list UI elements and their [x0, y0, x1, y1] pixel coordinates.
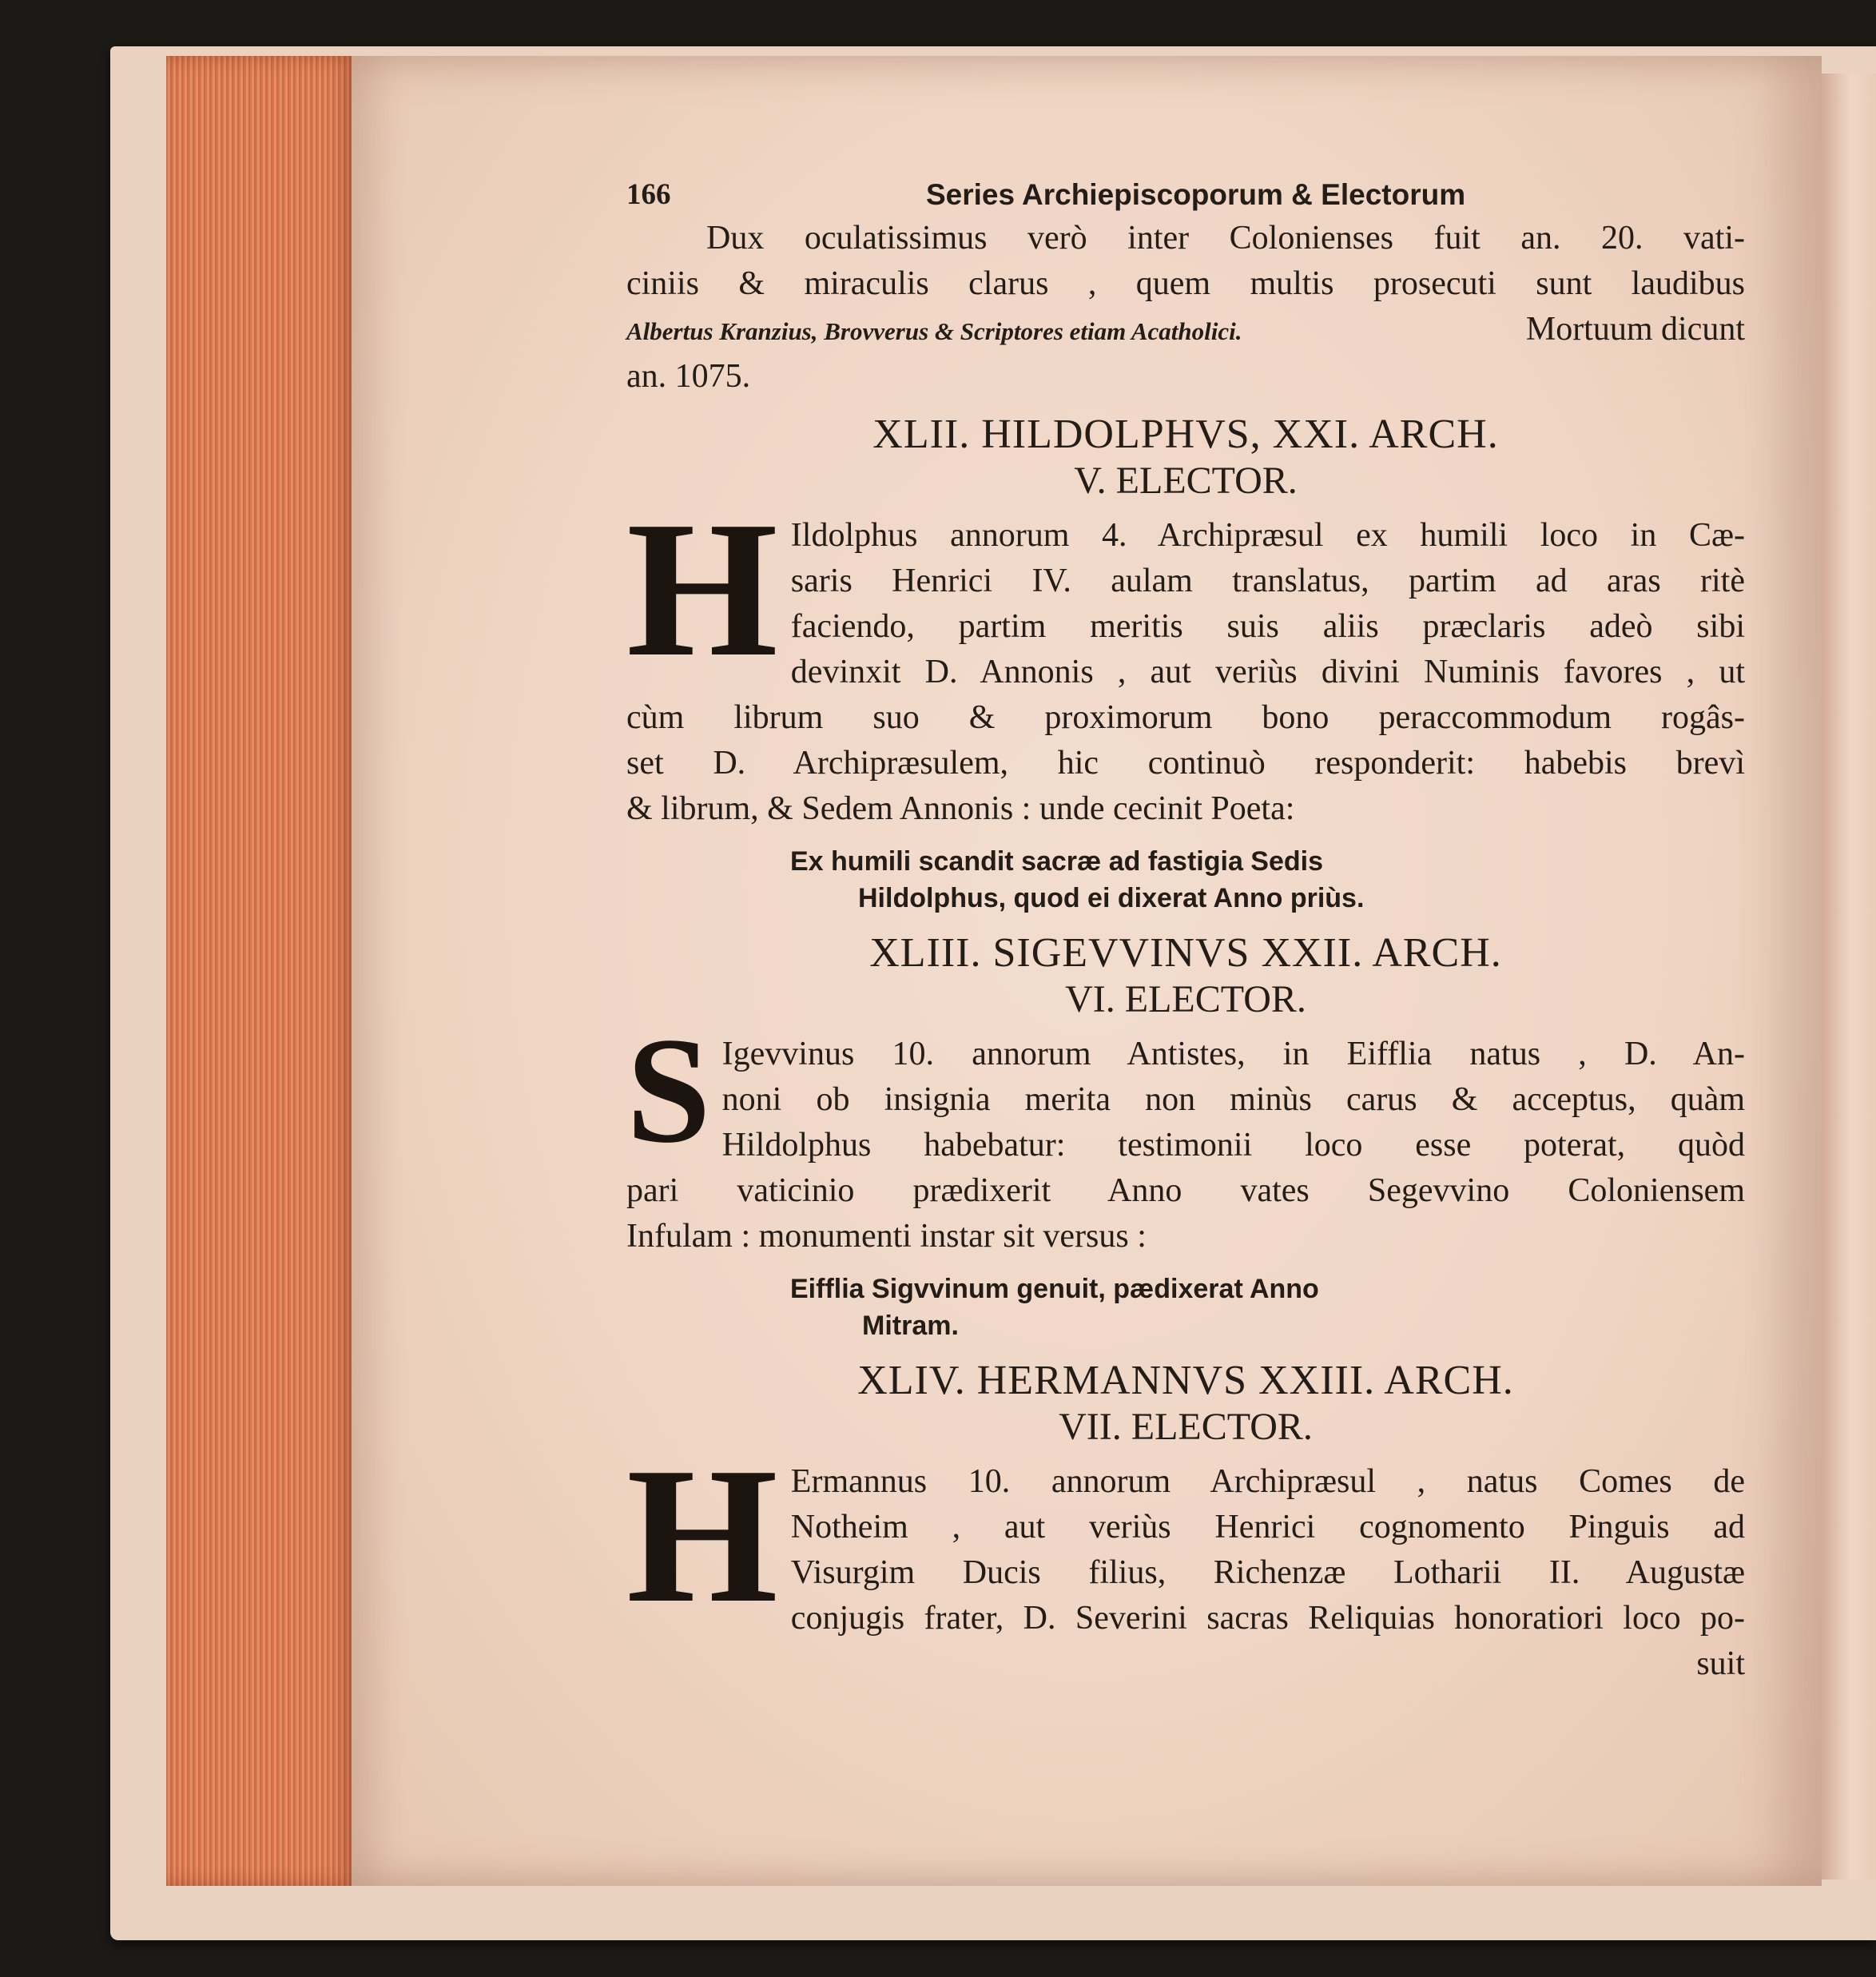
facing-page-edge: [1814, 74, 1876, 1880]
section-paragraph: [626, 1007, 1745, 1259]
page-edges: [166, 56, 358, 1886]
opening-paragraph: [626, 216, 1745, 400]
text-line: conjugis frater, D. Severini sacras Reliquias honoratiori loco po-: [790, 1600, 1745, 1637]
page-number: 166: [626, 178, 671, 211]
section-title: XLII. HILDOLPHVS, XXI. ARCH.: [872, 412, 1499, 457]
text-line: Ermannus 10. annorum Archipræsul , natus Comes de: [790, 1463, 1745, 1500]
section-title: XLIII. SIGEVVINVS XXII. ARCH.: [869, 930, 1502, 976]
section-paragraph: [626, 481, 1745, 832]
section-hermannus: [626, 1357, 1745, 1687]
running-title: Series Archiepiscoporum & Electorum: [926, 178, 1466, 211]
text-line: faciendo, partim meritis suis aliis præclaris adeò sibi: [790, 608, 1745, 645]
section-sigevvinus: [626, 929, 1745, 1344]
text-line: Infulam : monumenti instar sit versus :: [626, 1218, 1147, 1255]
text-line: [626, 307, 1745, 354]
drop-cap: S: [626, 1007, 711, 1175]
text-line: Igevvinus 10. annorum Antistes, in Eifflia natus , D. An-: [721, 1036, 1745, 1072]
verse-line: Mitram.: [862, 1311, 959, 1341]
text-line: saris Henrici IV. aulam translatus, partim ad aras ritè: [790, 563, 1745, 599]
section-subtitle: VI. ELECTOR.: [1065, 978, 1306, 1020]
drop-cap: H: [626, 1427, 778, 1643]
verse: [626, 1271, 1745, 1344]
text-line: ciniis & miraculis clarus , quem multis prosecuti sunt laudibus: [626, 265, 1745, 302]
running-head: [626, 172, 1745, 216]
text-line: Ildolphus annorum 4. Archipræsul ex humili loco in Cæ-: [790, 517, 1745, 554]
text-line: an. 1075.: [626, 358, 751, 395]
text-line: & librum, & Sedem Annonis : unde cecinit Poeta:: [626, 790, 1295, 827]
text-line: pari vaticinio prædixerit Anno vates Segevvino Coloniensem: [626, 1172, 1745, 1209]
section-subtitle: VII. ELECTOR.: [1059, 1406, 1313, 1448]
verse-line: Ex humili scandit sacræ ad fastigia Sedis: [790, 846, 1324, 877]
text-line: set D. Archipræsulem, hic continuò responderit: habebis brevì: [626, 745, 1745, 782]
section-hildolphus: [626, 411, 1745, 917]
text-line: Notheim , aut veriùs Henrici cognomento Pinguis ad: [790, 1509, 1745, 1545]
verse-line: Hildolphus, quod ei dixerat Anno priùs.: [858, 883, 1365, 913]
drop-cap: H: [626, 481, 778, 697]
text-line: Hildolphus habebatur: testimonii loco esse poterat, quòd: [721, 1127, 1745, 1164]
catchword: suit: [1696, 1645, 1745, 1682]
text-line: cùm librum suo & proximorum bono peraccommodum rogâs-: [626, 699, 1745, 736]
verse-line: Eifflia Sigvvinum genuit, pædixerat Anno: [790, 1274, 1319, 1304]
section-title: XLIV. HERMANNVS XXIII. ARCH.: [857, 1358, 1514, 1403]
text-fragment: Mortuum dicunt: [1525, 311, 1745, 348]
text-line: Visurgim Ducis filius, Richenzæ Lotharii II. Augustæ: [790, 1554, 1745, 1591]
text-line: Dux oculatissimus verò inter Colonienses fuit an. 20. vati-: [706, 220, 1745, 257]
section-subtitle: V. ELECTOR.: [1074, 459, 1298, 502]
text-line: noni ob insignia merita non minùs carus & acceptus, quàm: [721, 1081, 1745, 1118]
page-text-block: [626, 172, 1745, 1687]
cited-authors: Albertus Kranzius, Brovverus & Scriptores etiam Acatholici.: [626, 317, 1242, 345]
text-line: devinxit D. Annonis , aut veriùs divini Numinis favores , ut: [790, 654, 1745, 690]
verse: [626, 843, 1745, 917]
